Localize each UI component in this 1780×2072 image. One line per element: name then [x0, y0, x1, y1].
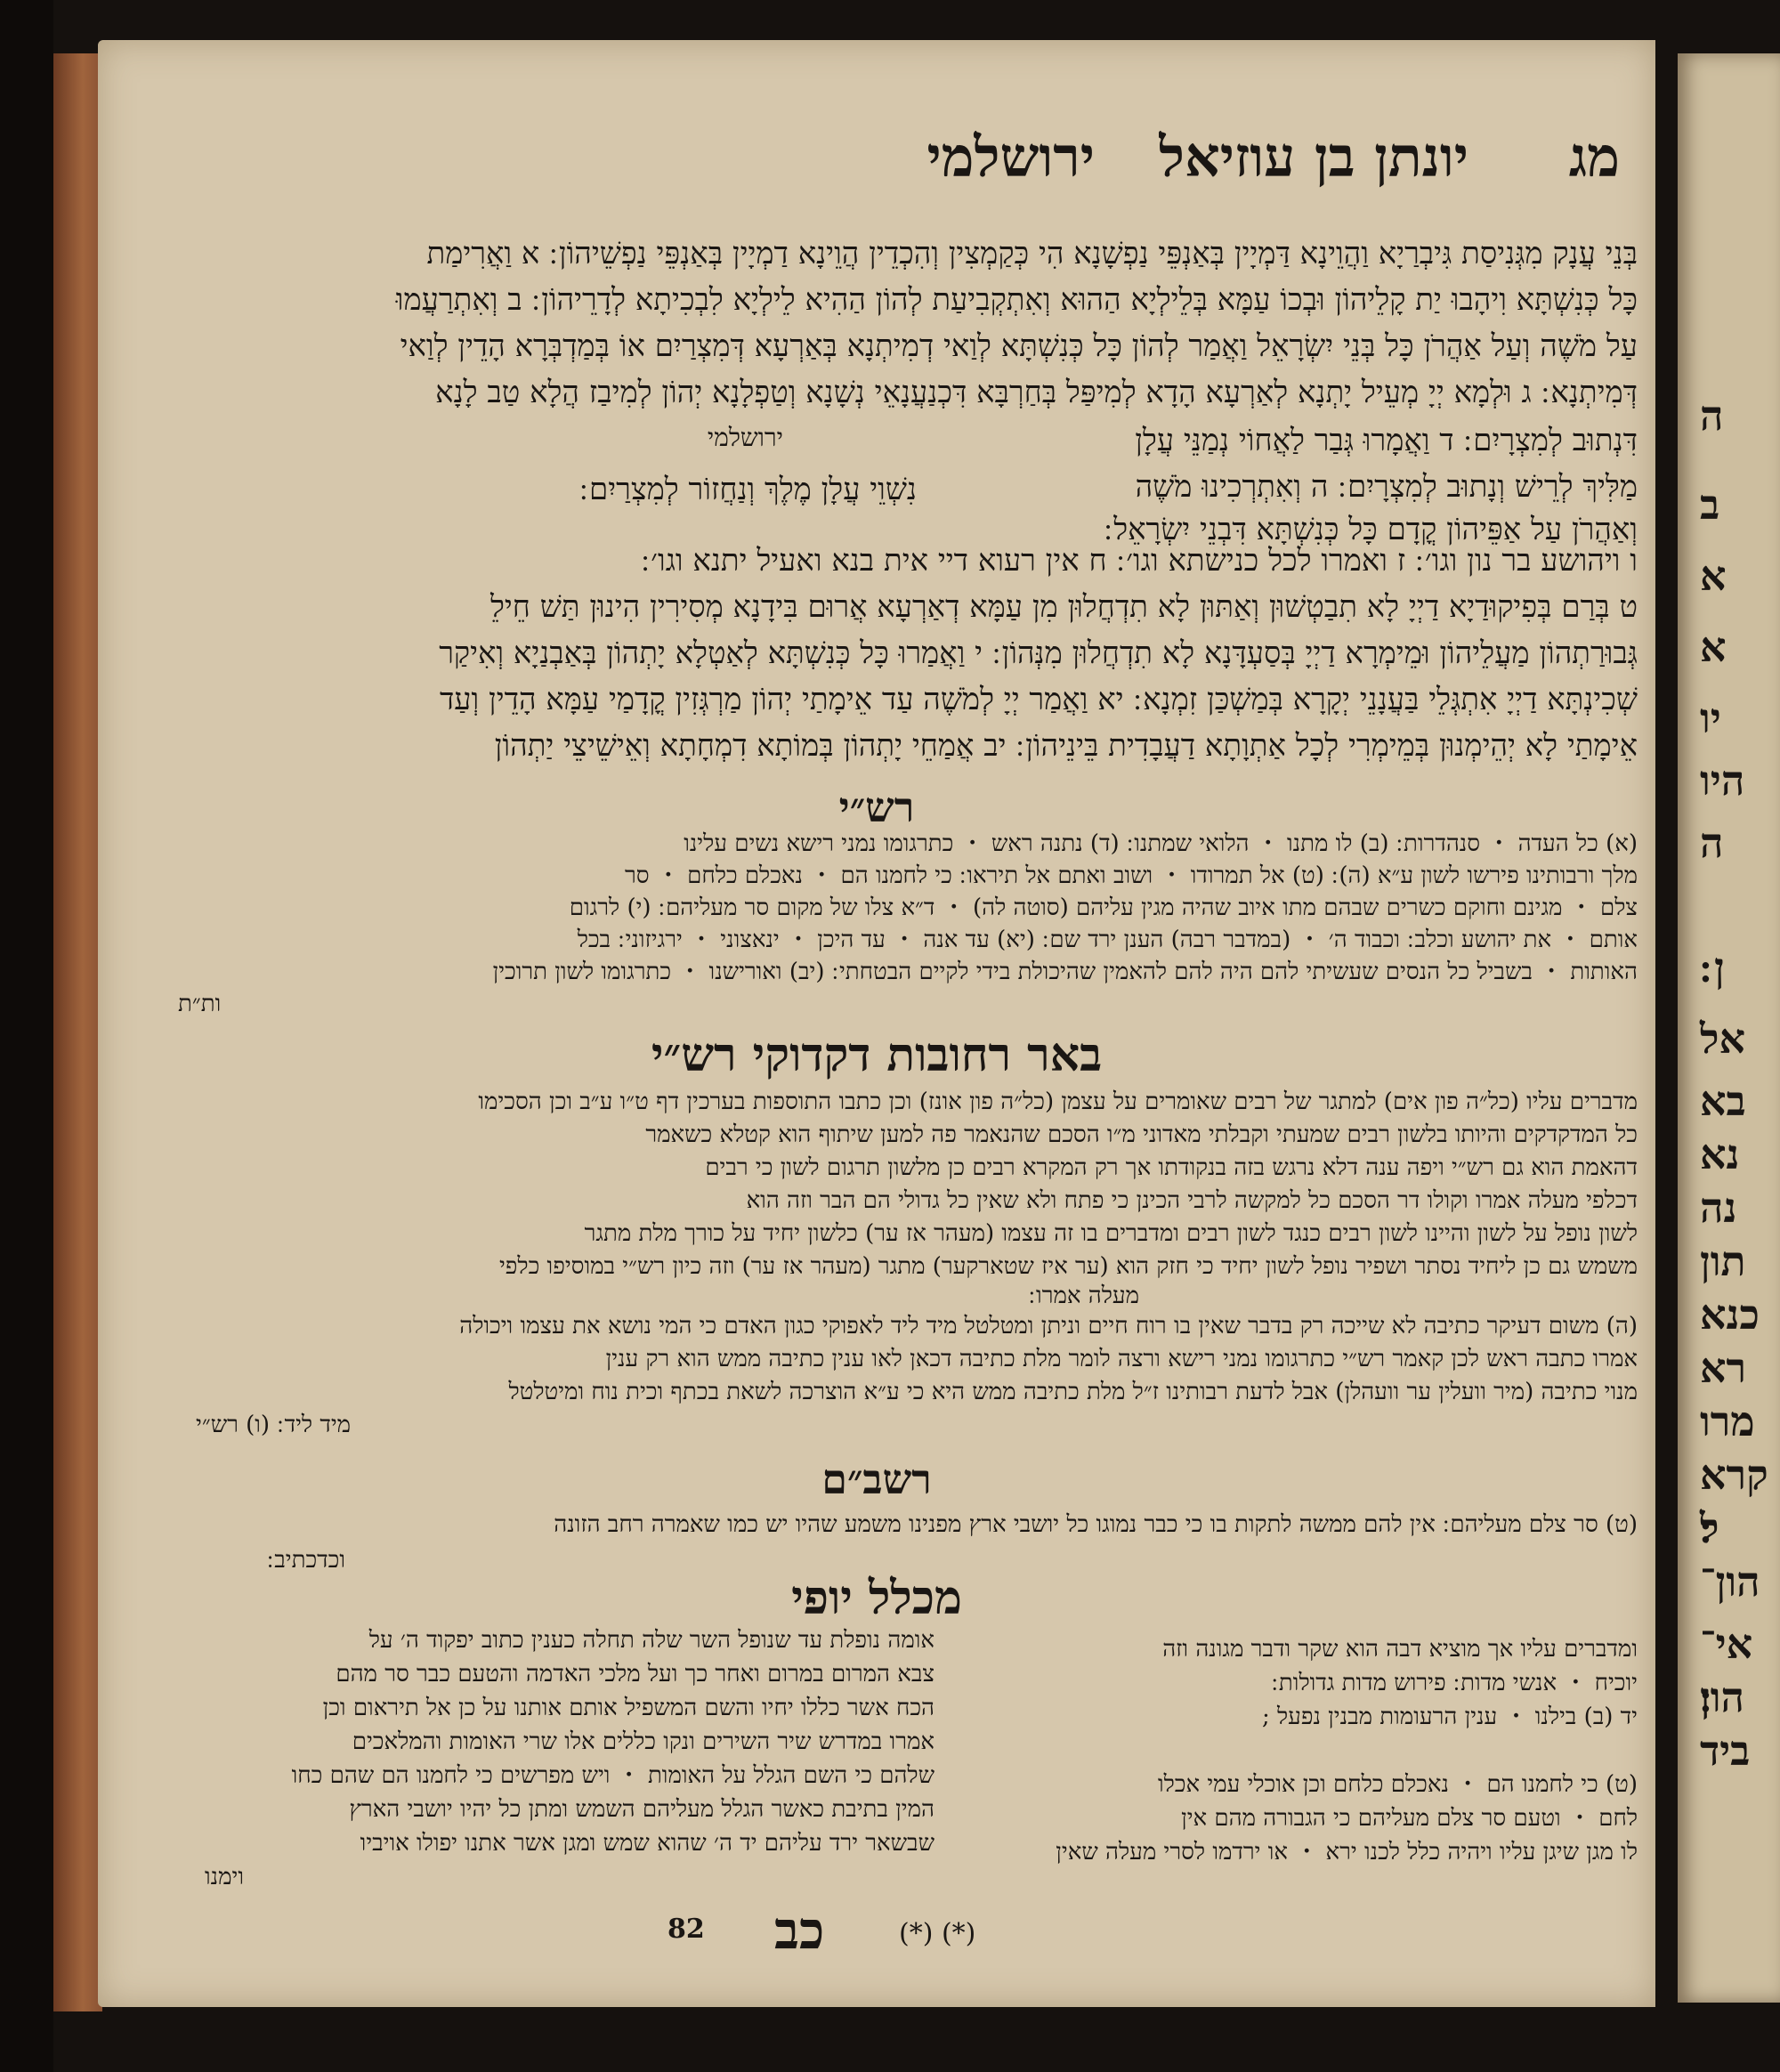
rashi-line: האותות ・ בשביל כל הנסים שעשיתי להם היה להם להאמין שהיכולת בידי לקיים הבטחתי ׃ (יב) ואורישנו ・ כתרגומו לשון תרוכין: [492, 959, 1638, 985]
beer-block: [125, 1086, 1638, 1451]
facing-fragment: כנא: [1700, 1291, 1760, 1339]
beer-line: דהאמת הוא גם רש״י ויפה ענה דלא נרגש בזה בנקודתו אך רק המקרא רבים כן מלשון תרגום לשון כי רבים: [705, 1154, 1638, 1181]
facing-fragment: ה: [1700, 392, 1724, 440]
michlol-line: אומה נופלת עד שנופל השר שלה תחלה כענין כתוב יפקוד ה׳ על: [368, 1627, 934, 1654]
facing-fragment: ן ׃: [1700, 943, 1725, 991]
targum-line: ט בְּרַם בְּפִיקוּדַיָא דַיְיָ לָא תִבַטְשׁוּן וְאַתּוּן לָא תִדְחֲלוּן מִן עַמָּא דְאַרְעָא אֲרוּם בִּידָנָא מְסִירִין הִינוּן תַּשׁ חֵילֵ: [490, 589, 1638, 625]
rashbam-block: [125, 1509, 1638, 1580]
targum-line: בְּנֵי עֲנָק מִגְּנִיסַת גִּיבְרַיָא וַהֲוֵינָא דַּמְיָין בְּאַנְפֵּי נַפְשָׁנָא הִי כְּקַמְצִין וְהִכְדֵין הֲוֵינָא דַמְיָין בְּאַנְפֵּי נַפְשֵׁיהוֹן ׃ א וַאֲרִימַת: [426, 236, 1638, 271]
facing-fragment: יו: [1700, 694, 1721, 742]
targum-main-block: [125, 231, 1638, 418]
michlol-left-column: [205, 1624, 934, 1918]
facing-fragment: אל: [1700, 1015, 1746, 1063]
michlol-title: מכלל יופי: [791, 1571, 962, 1625]
beer-title: באר רחובות דקדוקי רש״י: [651, 1028, 1103, 1082]
facing-fragment: בא: [1700, 1077, 1746, 1125]
targum-line: שְׁכִינְתָּא דַיְיָ אִתְגְּלֵי בַּעֲנָנֵי יְקָרָא בְּמַשְׁכַּן זִמְנָא ׃ יא וַאֲמַר יְיָ לְמֹשֶׁה עַד אֵימָתַי יְהוֹן מַרְגְּזִין קֳדָמַי עַמָּא הָדֵין וְעַד: [439, 682, 1638, 717]
signature-mark: כב: [774, 1900, 825, 1961]
michlol-line: (ט) כי לחמנו הם ・ נאכלם כלחם וכן אוכלי עמי אכלו: [1157, 1771, 1638, 1798]
targum-lower-block: [125, 538, 1638, 770]
beer-line: לשון נופל על לשון והיינו לשון רבים כנגד לשון רבים ומדברים בו זה עצמו (מעהר אז ער) כלשון יחיד על כורך מלת מתגר: [584, 1220, 1638, 1247]
michlol-line: וימנו: [205, 1864, 244, 1890]
michlol-line: צבא המרום במרום ואחר כך ועל מלכי האדמה והטעם כבר סר מהם: [336, 1661, 934, 1688]
facing-fragment: הון־: [1700, 1558, 1760, 1606]
michlol-line: הכח אשר כללו יחיו והשם המשפיל אותם אותנו על כן אל תיראום וכן: [322, 1695, 934, 1721]
facing-fragment: ב: [1700, 481, 1720, 529]
beer-line: מנוי כתיבה (מיר וועלין ער וועהלן) אבל לדעת רבותינו ז״ל מלת כתיבה ממש היא כי ע״א הוצרכה לשאת בכתף וכית נוח ומיטלטל: [508, 1379, 1638, 1405]
michlol-line: שבשאר ירד עליהם יד ה׳ שהוא שמש ומגן אשר אתנו יפולו אויביו: [360, 1830, 934, 1857]
facing-fragment: רא: [1700, 1344, 1747, 1392]
yerushalmi-label: ירושלמי: [707, 423, 783, 452]
targum-line: גְּבוּרַתְהוֹן מַעֲלֵיהוֹן וּמֵימְרָא דַיְיָ בְּסַעְדָּנָא לָא תִדְחֲלוּן מִנְּהוֹן ׃ י וַאֲמַרוּ כָּל כְּנִשְׁתָּא לְאַטְלָא יָתְהוֹן בְּאַבְנַיָא וְאִיקַר: [439, 635, 1638, 671]
facing-page-text: [1682, 53, 1780, 2003]
targum-line: אֵימָתַי לָא יְהֵימְנוּן בְּמֵימְרִי לְכָל אַתְוָתָא דַעֲבָדִית בֵּינֵיהוֹן ׃ יב אֲמַחֵי יָתְהוֹן בְּמוֹתָא דִמְחָתָא וְאֵישֵׁיצֵי יַתְהוֹן: [494, 728, 1638, 764]
michlol-right-column: [908, 1633, 1638, 1927]
beer-line: דכלפי מעלה אמרו וקולו דר הסכם כל למקשה לרבי הכינן כי פתח ולא שאין כל גדולי הם הבר וזה הוא: [746, 1187, 1638, 1214]
book-page: [98, 40, 1655, 2007]
beer-line: כל המדקדקים והיותו בלשון רבים שמעתי וקבלתי מאדוני מ״ו הסכם שהנאמר פה למען שיתוף הוא קטלא כשאמר: [645, 1121, 1638, 1148]
facing-fragment: תון: [1700, 1237, 1746, 1285]
michlol-line: שלהם כי השם הגלל על האומות ・ ויש מפרשים כי לחמנו הם שהם כחו: [291, 1762, 934, 1789]
michlol-line: אמרו במדרש שיר השירים ונקו כללים אלו שרי האומות והמלאכים: [352, 1728, 934, 1755]
rashi-line: אותם ・ את יהושע וכלב ׃ וכבוד ה׳ ・ (במדבר רבה) הענן ירד שם ׃ (יא) עד אנה ・ עד היכן ・ ינאצוני ・ ירגיזוני ׃ בכל: [577, 927, 1638, 953]
book-cover-left: [0, 0, 53, 2072]
beer-line: מדברים עליו (כל״ה פון אים) למתגר של רבים שאומרים על עצמן (כל״ה פון אונז) וכן כתבו התוספות בערכין דף ט״ו ע״ב וכן הסכימו: [478, 1089, 1638, 1115]
running-head-folio: מג: [1568, 125, 1620, 190]
rashi-line: מלך ורבותינו פירשו לשון ע״א (ה) ׃ (ט) אל תמרודו ・ ושוב ואתם אל תיראו ׃ כי לחמנו הם ・ נאכלם כלחם ・ סר: [625, 862, 1638, 889]
facing-fragment: אי־: [1700, 1620, 1753, 1668]
rashi-block: [125, 828, 1638, 1015]
yerushalmi-line: נִשְׁוֵי עֲלָן מֶלֶךְ וְנַחֲזוֹר לְמִצְרַיִם ׃: [579, 472, 917, 507]
facing-fragment: א: [1700, 623, 1727, 671]
beer-line: מעלה אמרו ׃: [1028, 1283, 1139, 1309]
rashi-title: רש״י: [838, 783, 915, 831]
michlol-line: יוכיח ・ אנשי מדות ׃ פירוש מדות גדולות ׃: [1271, 1670, 1638, 1696]
rashbam-line: (ט) סר צלם מעליהם ׃ אין להם ממשה לתקות בו כי כבר נמוגו כל יושבי ארץ מפנינו משמע שהיו יש כמו שאמרה רחב הזונה: [554, 1511, 1638, 1538]
beer-line: (ה) משום דעיקר כתיבה לא שייכה רק בדבר שאין בו רוח חיים וניתן ומטלטל מיד ליד לאפוקי כגון האדם כי המי נושא את עצמו ויכולה: [459, 1313, 1638, 1340]
targum-split-right: [863, 418, 1638, 552]
targum-line: דִּנְתוּב לְמִצְרָיִם ׃ ד וַאֲמָרוּ גְּבַר לַאֲחוֹי נְמַנֵּי עֲלָן: [1135, 423, 1638, 458]
facing-fragment: א: [1700, 552, 1727, 600]
facing-fragment: היו: [1700, 757, 1745, 805]
page-edge: [53, 53, 102, 2011]
facing-fragment: קרא: [1700, 1451, 1768, 1499]
running-head-yerushalmi: ירושלמי: [926, 125, 1095, 190]
targum-line: וְאַהֲרֹן עַל אַפֵּיהוֹן קֳדָם כָּל כְּנִשְׁתָּא דִּבְנֵי יִשְׂרָאֵל ׃: [1104, 512, 1638, 547]
footer-marks: (*) (*): [899, 1918, 976, 1949]
targum-split-left: [205, 423, 917, 530]
beer-line: מיד ליד ׃ (ו) רש״י: [196, 1412, 352, 1438]
facing-fragment: נא: [1700, 1130, 1740, 1178]
targum-line: מַלִּיךְ לְרֵישׁ וְנָתוּב לְמִצְרָיִם ׃ ה וְאִתְרְכִינוּ מֹשֶׁה: [1135, 469, 1638, 505]
targum-line: עַל מֹשֶׁה וְעַל אַהֲרֹן כָּל בְּנֵי יִשְׂרָאֵל וַאֲמַר לְהוֹן כָּל כְּנִשְׁתָּא לְוַאי דְמִיתְנָא בְּאַרְעָא דְּמִצְרַיִם אוֹ בְּמַדְבְּרָא הָדֵין לְוַאי: [400, 328, 1638, 364]
michlol-line: המין בתיבת כאשר הגלל מעליהם השמש ומתן כל יהיו יושבי הארץ: [349, 1796, 934, 1823]
michlol-line: לו מגן שיגן עליו ויהיה כלל לכנו ירא ・ או ירדמו לסרי מעלה שאין: [1056, 1839, 1638, 1866]
facing-fragment: ל׃: [1700, 1504, 1719, 1552]
facing-fragment: נה: [1700, 1184, 1737, 1232]
targum-line: דְּמִיתְנָא ׃ ג וּלְמָא יְיָ מְעֵיל יָתְנָא לְאַרְעָא הָדָא לְמִיפַּל בְּחַרְבָּא דִּכְנַעֲנָאֵי נְשָׁנָא וְטַפְלָנָא יְהוֹן לְמִיבַז הֲלָא טַב לָנָא: [435, 375, 1638, 410]
beer-line: אמרו כתבה ראש לכן קאמר רש״י כתרגומו נמני רישא ורצה לומר מלת כתיבה דכאן לאו ענין כתיבה ממש הוא רק ענין: [605, 1346, 1638, 1372]
beer-line: משמש גם כן ליחיד נסתר ושפיר נופל לשון יחיד כי חזק הוא (ער איז שטארקער) מתגר (מעהר אז ער) וזה כיון רש״י במוסיפו כלפי: [498, 1253, 1638, 1280]
rashbam-title: רשב״ם: [821, 1455, 932, 1503]
rashi-line: (א) כל העדה ・ סנהדרות ׃ (ב) לו מתנו ・ הלואי שמתנו ׃ (ד) נתנה ראש ・ כתרגומו נמני רישא נשים עלינו: [684, 830, 1638, 857]
page-number: 82: [668, 1914, 705, 1945]
facing-fragment: ה: [1700, 819, 1724, 867]
targum-line: כָּל כְּנִשְׁתָּא וִיהָבוּ יַת קָלֵיהוֹן וּבְכוֹ עַמָּא בְּלֵילְיָא הַהוּא וְאִתְקְבִיעַת לְהוֹן הַהִיא לֵילְיָא לִבְכִיתָא לְדָרֵיהוֹן ׃ ב וְאִתְרַעֲמוּ: [395, 282, 1638, 318]
rashbam-line: וכדכתיב ׃: [267, 1547, 346, 1574]
michlol-line: יד (ב) בילנו ・ ענין הרעומות מבנין נפעל ;: [1261, 1704, 1638, 1730]
targum-line: ו ויהושע בר נון וגו׳ ׃ ז ואמרו לכל כנישתא וגו׳ ׃ ח אין רעוא דיי אית בנא ואעיל יתנא וגו׳ ׃: [641, 543, 1638, 579]
running-head-title: יונתן בן עוזיאל: [1158, 125, 1468, 190]
rashi-line: צלם ・ מגינם וחוקם כשרים שבהם מתו איוב שהיה מגין עליהם (סוטה לה) ・ ד״א צלו של מקום סר מעליהם ׃ (י) לרגום: [569, 894, 1638, 921]
michlol-line: לחם ・ וטעם סר צלם מעליהם כי הגבורה מהם אין: [1181, 1805, 1638, 1832]
facing-fragment: מרו: [1700, 1397, 1755, 1445]
rashi-line: ות״ת: [178, 991, 222, 1017]
facing-fragment: ביד: [1700, 1727, 1751, 1775]
michlol-line: ומדברים עליו אך מוציא דבה הוא שקר ודבר מגונה וזה: [1162, 1636, 1638, 1663]
facing-fragment: הון׃: [1700, 1673, 1744, 1721]
